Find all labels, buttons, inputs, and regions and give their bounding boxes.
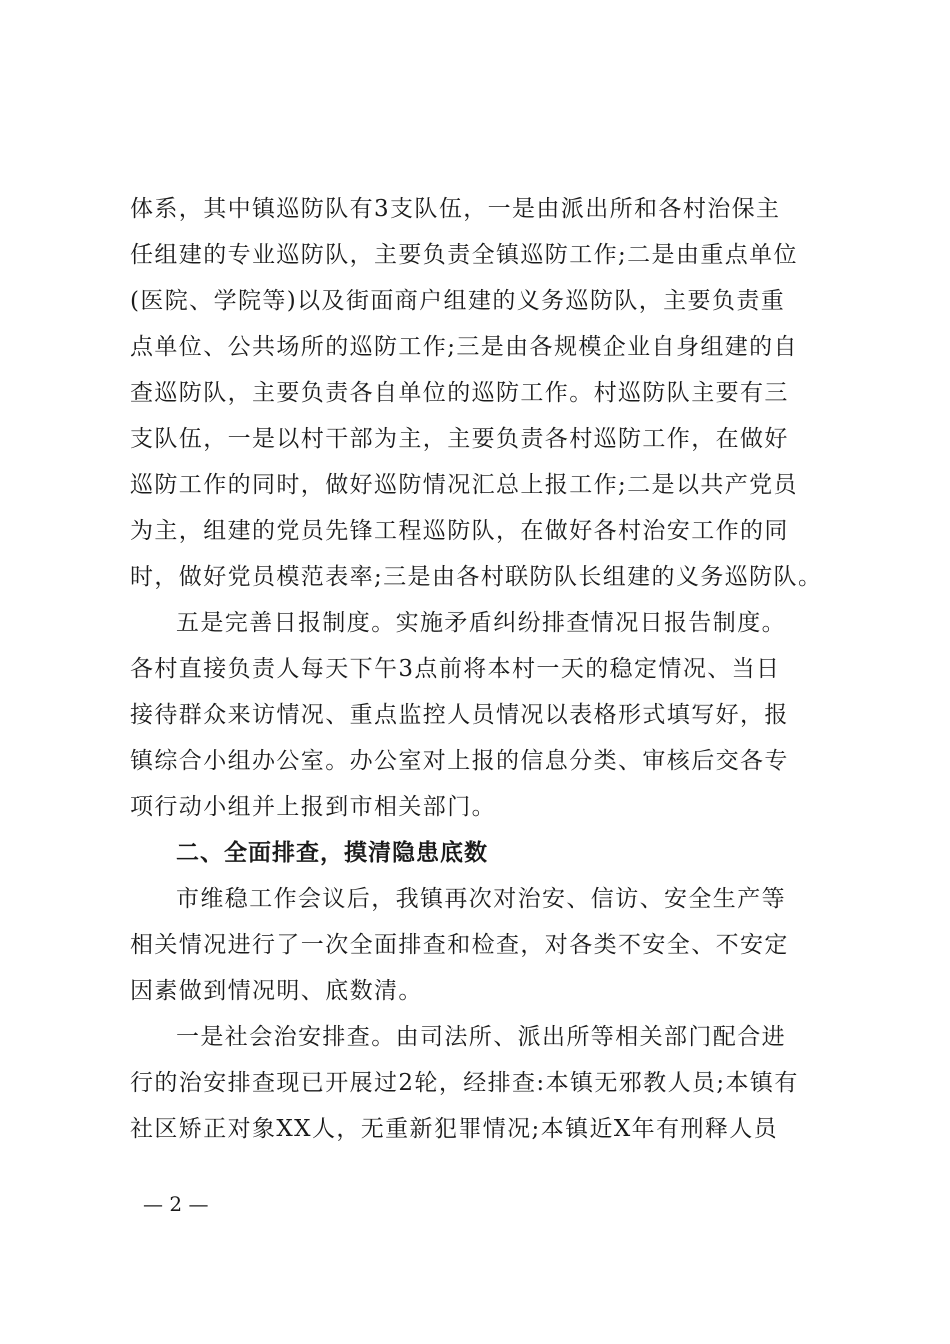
text-line: 相关情况进行了一次全面排查和检查，对各类不安全、不安定 <box>130 932 789 958</box>
text-line: 接待群众来访情况、重点监控人员情况以表格形式填写好，报 <box>130 702 789 728</box>
text-line: 社区矫正对象XX人，无重新犯罪情况;本镇近X年有刑释人员 <box>130 1116 779 1142</box>
document-body <box>130 186 830 1152</box>
text-line: 支队伍，一是以村干部为主，主要负责各村巡防工作，在做好 <box>130 426 789 452</box>
text-line: 点单位、公共场所的巡防工作;三是由各规模企业自身组建的自 <box>130 334 798 360</box>
text-line: 体系，其中镇巡防队有3支队伍，一是由派出所和各村治保主 <box>130 196 781 222</box>
text-line: 各村直接负责人每天下午3点前将本村一天的稳定情况、当日 <box>130 656 781 682</box>
page-number: — 2 — <box>143 1192 209 1216</box>
text-line: 时，做好党员模范表率;三是由各村联防队长组建的义务巡防队。 <box>130 564 823 590</box>
text-line: 查巡防队，主要负责各自单位的巡防工作。村巡防队主要有三 <box>130 380 789 406</box>
section-heading: 二、全面排查，摸清隐患底数 <box>176 840 488 866</box>
text-line: (医院、学院等)以及街面商户组建的义务巡防队，主要负责重 <box>130 288 786 314</box>
text-line: 镇综合小组办公室。办公室对上报的信息分类、审核后交各专 <box>130 748 789 774</box>
paragraph-start-line: 五是完善日报制度。实施矛盾纠纷排查情况日报告制度。 <box>176 610 786 636</box>
text-line: 任组建的专业巡防队，主要负责全镇巡防工作;二是由重点单位 <box>130 242 798 268</box>
text-line: 为主，组建的党员先锋工程巡防队，在做好各村治安工作的同 <box>130 518 789 544</box>
paragraph-start-line: 市维稳工作会议后，我镇再次对治安、信访、安全生产等 <box>176 886 786 912</box>
text-line: 巡防工作的同时，做好巡防情况汇总上报工作;二是以共产党员 <box>130 472 798 498</box>
text-line: 行的治安排查现已开展过2轮，经排查:本镇无邪教人员;本镇有 <box>130 1070 799 1096</box>
text-line: 项行动小组并上报到市相关部门。 <box>130 794 496 820</box>
paragraph-start-line: 一是社会治安排查。由司法所、派出所等相关部门配合进 <box>176 1024 786 1050</box>
text-line: 因素做到情况明、底数清。 <box>130 978 423 1004</box>
